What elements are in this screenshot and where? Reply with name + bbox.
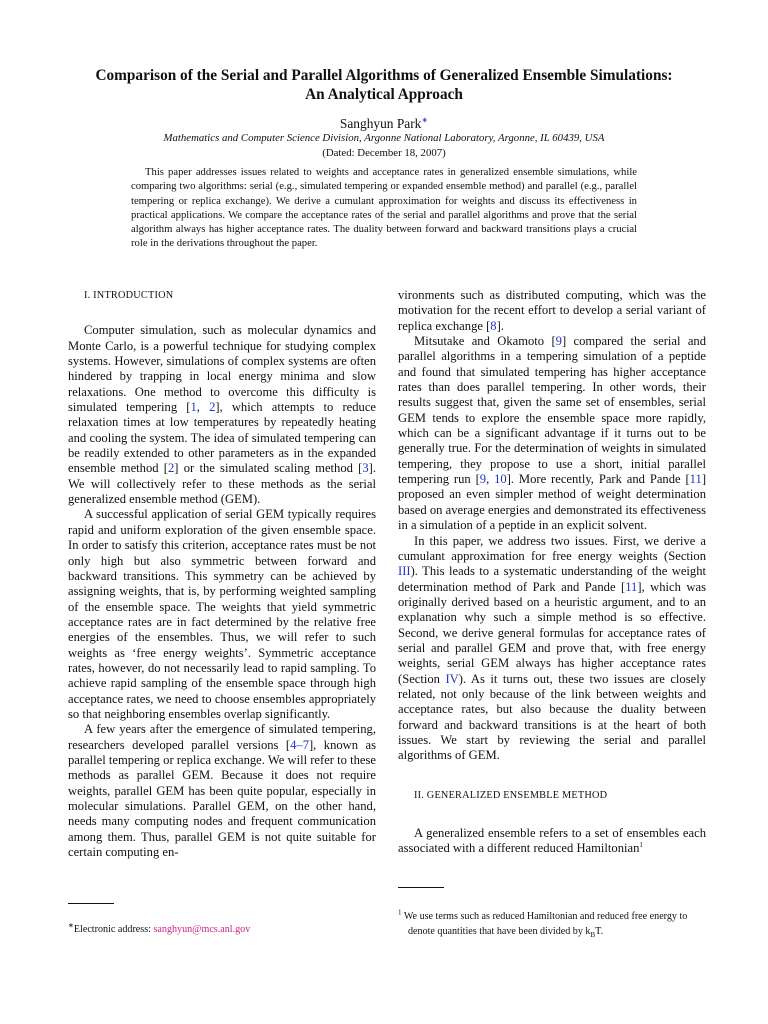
citation-link[interactable]: 2 [168, 461, 175, 476]
paper-title [60, 67, 708, 104]
citation-link[interactable]: 3 [362, 461, 369, 476]
abstract: This paper addresses issues related to weights and acceptance rates in generalized ensemble simulations, while comparing two algorithms: serial (e.g., simulated tempering or expanded ensemble method) and parallel (e.g., parallel tempering or replica exchange). We derive a cumulant approximation for weights and discuss its effectiveness in practical applications. We compare the acceptance rates of the serial and parallel algorithms and prove that the serial algorithm always has higher acceptance rates. The duality between forward and backward transitions plays a crucial role in the derivations throughout the paper. [131, 167, 637, 250]
citation-link[interactable]: 11 [625, 579, 638, 594]
right-column [398, 288, 706, 857]
date-line: (Dated: December 18, 2007) [322, 147, 446, 159]
intro-paragraph-2: A successful application of serial GEM typically requires rapid and uniform exploration of the given ensemble space. In order to satisfy this criterion, acceptance rates must be not only high but also symmetric between forward and backward transitions. This symmetry can be achieved by assigning weights, that is, by performing weighted sampling of the ensemble space. The weights that yield symmetric acceptance rates are in fact determined by the relative free energies of the ensembles. Thus, we will refer to such weights as ‘free energy weights’. Symmetric acceptance rates, however, do not necessarily lead to rapid sampling. To achieve rapid sampling of the ensemble space through high acceptance rates, we need to choose ensembles appropriately so that neighboring ensembles overlap significantly. [68, 507, 376, 721]
citation-link[interactable]: 11 [689, 472, 702, 487]
intro-paragraph-5: In this paper, we address two issues. First, we derive a cumulant approximation for free energy weights (Section III). This leads to a systematic understanding of the weight determination method of Park and Pande [11], which was originally derived based on a heuristic argument, and to an explanation why such a simple method is so effective. Second, we derive general formulas for acceptance rates of serial and parallel GEM and prove that, with free energy weights, serial GEM always has higher acceptance rates (Section IV). As it turns out, these two issues are closely related, not only because of the link between weights and acceptance rates, but also because the duality between forward and backward transitions is at the heart of both issues. We start by reviewing the serial and parallel algorithms of GEM. [398, 533, 706, 763]
section-heading-gem: II. GENERALIZED ENSEMBLE METHOD [414, 789, 608, 801]
author-text: Sanghyun Park [339, 116, 422, 131]
author-footnote-mark[interactable]: ∗ [421, 115, 429, 125]
footnote-mark-link[interactable]: 1 [639, 841, 643, 850]
citation-link[interactable]: 9 [479, 472, 487, 487]
author-name [60, 116, 708, 132]
section-link[interactable]: III [398, 564, 411, 579]
title-line-1: Comparison of the Serial and Parallel Algorithms of Generalized Ensemble Simulations: [95, 67, 673, 84]
footnote-1: $^1$ We use terms such as reduced Hamiltonian and reduced free energy to denote quantities that have been divided by $k_BT$. [398, 908, 688, 939]
intro-paragraph-3-cont: vironments such as distributed computing, which was the motivation for the recent effort to develop a serial variant of replica exchange [8]. [398, 288, 706, 333]
intro-paragraph-4: Mitsutake and Okamoto [9] compared the serial and parallel algorithms in a tempering simulation of a peptide and found that simulated tempering has higher acceptance rates than does parallel tempering. In other words, their results suggest that, given the same set of ensembles, serial GEM tends to explore the ensemble space more rapidly, which can be a significant advantage if it turns out to be generally true. For the determination of weights in simulated tempering, they propose to use a short, initial parallel tempering run [9, 10]. More recently, Park and Pande [11] proposed an even simpler method of weight determination based on average energies and demonstrated its effectiveness in a simulation of a peptide in an explicit solvent. [398, 334, 707, 533]
citation-link[interactable]: 8 [490, 318, 497, 333]
footnote-number: 1 [398, 908, 402, 917]
intro-paragraph-1: Computer simulation, such as molecular dynamics and Monte Carlo, is a powerful technique for studying complex systems. However, simulations of complex systems are often hindered by trapping in local energy minima and slow relaxations. One method to overcome this difficulty is simulated tempering [1, 2], which attempts to reduce relaxation times at low temperatures by repeatedly heating and cooling the system. The idea of simulated tempering can be readily extended to other parameters as in the expanded ensemble method [2] or the simulated scaling method [3]. We will collectively refer to these methods as the serial generalized ensemble method (GEM). [68, 323, 377, 507]
section-link[interactable]: IV [445, 671, 459, 686]
gem-paragraph-1: A generalized ensemble refers to a set of ensembles each associated with a different reduced Hamiltonian$^1$ [398, 826, 706, 856]
section-heading-introduction: I. INTRODUCTION [84, 290, 174, 301]
email-link[interactable]: sanghyun@mcs.anl.gov [153, 924, 251, 935]
left-column [68, 287, 376, 860]
footnote-rule-right [398, 887, 444, 888]
citation-link[interactable]: 2 [209, 400, 216, 415]
footnote-mark: ∗ [68, 921, 74, 930]
citation-link[interactable]: 1 [190, 400, 197, 415]
affiliation: Mathematics and Computer Science Division, Argonne National Laboratory, Argonne, IL 60439, USA [163, 132, 605, 144]
citation-link[interactable]: 9 [555, 334, 562, 349]
footnote-email: ∗Electronic address: sanghyun@mcs.anl.gov [68, 921, 251, 935]
citation-link[interactable]: 4–7 [290, 737, 309, 752]
citation-link[interactable]: 10 [494, 472, 507, 487]
footnote-rule-left [68, 903, 114, 904]
intro-paragraph-3: A few years after the emergence of simulated tempering, researchers developed parallel versions [4–7], known as parallel tempering or replica exchange. We will refer to these methods as parallel GEM. Because it does not require weights, parallel GEM has been quite popular, especially in molecular simulations. Parallel GEM, on the other hand, needs many computing nodes and frequent communication among them. Thus, parallel GEM is not quite suitable for certain computing en- [68, 722, 376, 860]
title-line-2: An Analytical Approach [305, 85, 463, 103]
